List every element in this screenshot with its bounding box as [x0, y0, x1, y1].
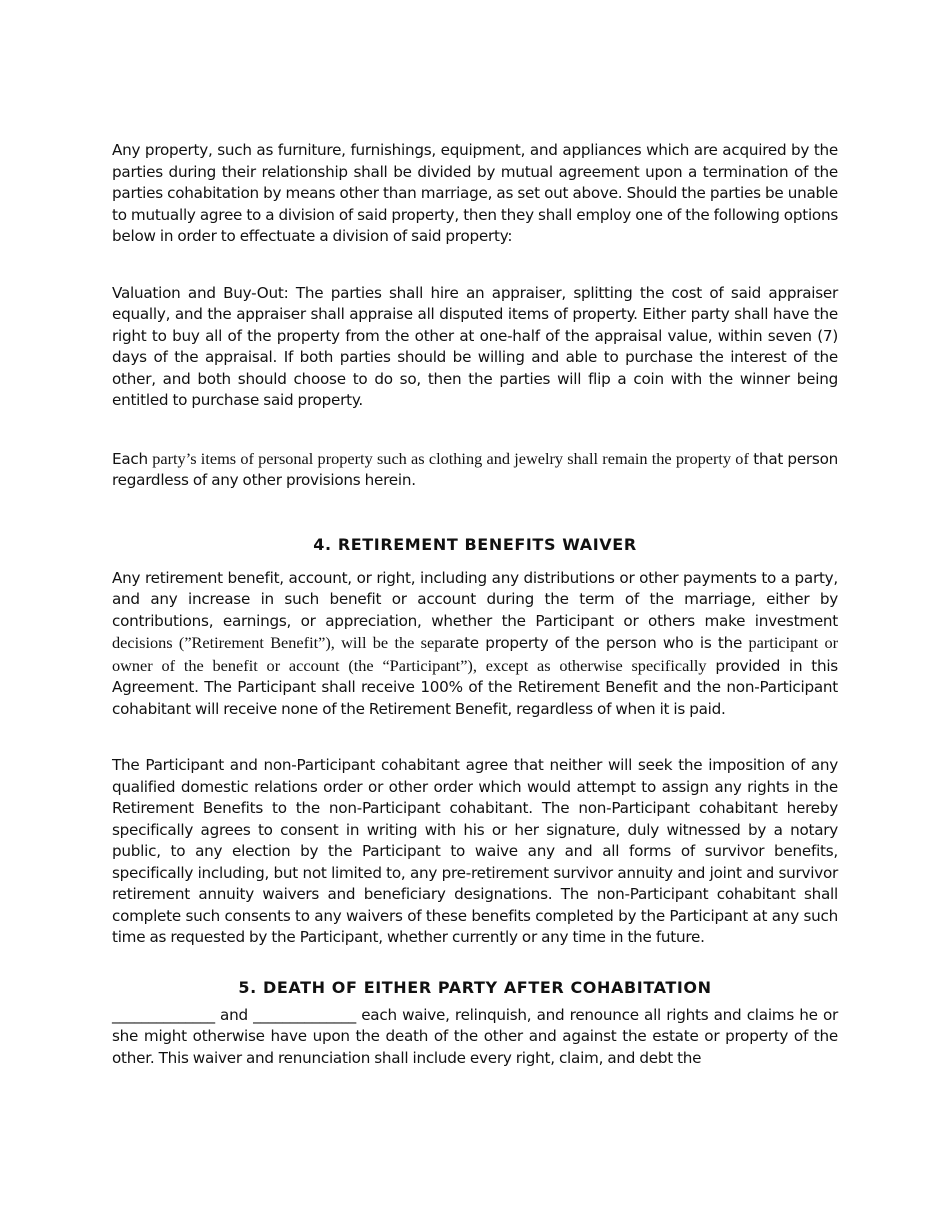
paragraph-retirement-benefit-start: Any retirement benefit, account, or right, including any distributions or other payments to a party, and any increase in such benefit or account during the term of the marriage, either by contributions, earnings, or appreciation, whether the Participant or others make investment: [112, 568, 838, 630]
paragraph-retirement-benefit-serif-1: decisions (”Retirement Benefit”), will be the separ: [112, 633, 456, 652]
paragraph-valuation-buyout: Valuation and Buy-Out: The parties shall hire an appraiser, splitting the cost of said appraiser equally, and the appraiser shall appraise all disputed items of property. Either party shall have the right to buy all of the property from the other at one-half of the appraisal value, within seven (7) days of the appraisal. If both parties should be willing and able to purchase the interest of the other, and both should choose to do so, then the parties will flip a coin with the winner being entitled to purchase said property.: [112, 283, 838, 409]
heading-death-of-either-party: 5. DEATH OF EITHER PARTY AFTER COHABITATION: [238, 977, 712, 997]
paragraph-property-division: Any property, such as furniture, furnishings, equipment, and appliances which are acquired by the parties during their relationship shall be divided by mutual agreement upon a termination of the parties cohabitation by means other than marriage, as set out above. Should the parties be unable to mutually agree to a division of said property, then they shall employ one of the following options below in order to effectuate a division of said property:: [112, 141, 838, 245]
document-page: [112, 140, 838, 1069]
paragraph-retirement-benefit-end: provided in this Agreement. The Participant shall receive 100% of the Retirement Benefit and the non-Participant cohabitant will receive none of the Retirement Benefit, regardless of when it is paid.: [112, 656, 838, 718]
paragraph-personal-property-start: Each: [112, 449, 153, 468]
paragraph-personal-property-serif: party’s items of personal property such as clothing and jewelry shall remain the property of: [152, 448, 749, 468]
paragraph-qdro-waiver: The Participant and non-Participant cohabitant agree that neither will seek the imposition of any qualified domestic relations order or other order which would attempt to assign any rights in the Retirement Benefits to the non-Participant cohabitant. The non-Participant cohabitant hereby specifically agrees to consent in writing with his or her signature, duly witnessed by a notary public, to any election by the Participant to waive any and all forms of survivor benefits, specifically including, but not limited to, any pre-retirement survivor annuity and joint and survivor retirement annuity waivers and beneficiary designations. The non-Participant cohabitant shall complete such consents to any waivers of these benefits completed by the Participant at any such time as requested by the Participant, whether currently or any time in the future.: [112, 756, 838, 946]
heading-retirement-benefits-waiver: 4. RETIREMENT BENEFITS WAIVER: [313, 534, 637, 554]
paragraph-retirement-benefit-mid: ate property of the person who is the: [455, 634, 749, 652]
paragraph-personal-property-end: that person regardless of any other provisions herein.: [112, 449, 838, 489]
paragraph-death-waiver: ______________ and ______________ each waive, relinquish, and renounce all rights and claims he or she might otherwise have upon the death of the other and against the estate or property of the other. This waiver and renunciation shall include every right, claim, and debt the: [112, 1005, 838, 1067]
paragraph-retirement-benefit: [112, 568, 838, 721]
paragraph-personal-property: [112, 448, 838, 492]
paragraph-retirement-benefit-serif-2: participant or owner of the benefit or account (the “Participant”), except as otherwise specifically: [112, 633, 839, 675]
